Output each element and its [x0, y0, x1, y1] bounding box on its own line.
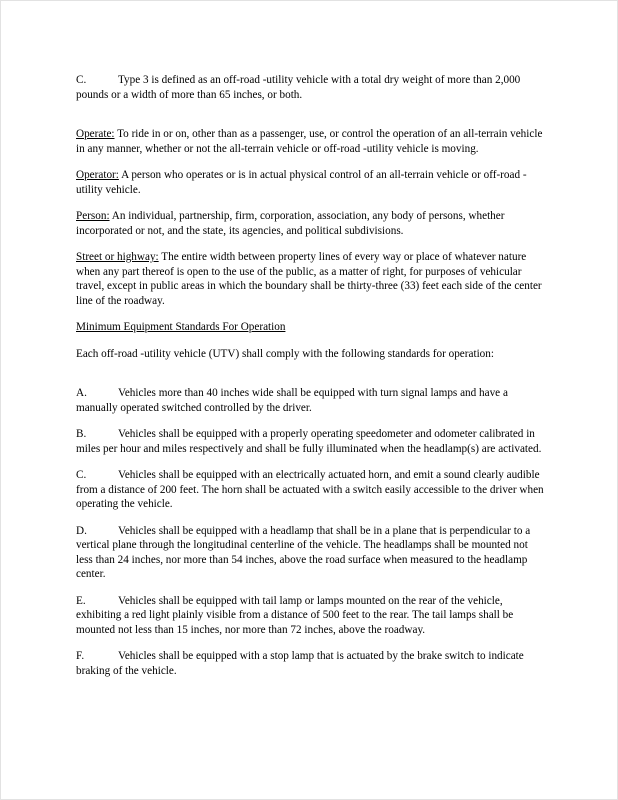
- item-text: Vehicles shall be equipped with a stop lamp that is actuated by the brake switch to indicate braking of the vehicle.: [76, 650, 524, 677]
- intro-paragraph: [76, 347, 545, 362]
- item-text: Vehicles more than 40 inches wide shall be equipped with turn signal lamps and have a manually operated switched controlled by the driver.: [76, 387, 508, 414]
- standard-item-e: [76, 594, 545, 638]
- standard-item-f: [76, 649, 545, 678]
- item-text: Vehicles shall be equipped with an electrically actuated horn, and emit a sound clearly audible from a distance of 200 feet. The horn shall be actuated with a switch easily accessible to the driver when operating the vehicle.: [76, 469, 544, 510]
- item-text: Type 3 is defined as an off-road -utility vehicle with a total dry weight of more than 2,000 pounds or a width of more than 65 inches, or both.: [76, 74, 521, 101]
- item-label: B.: [76, 428, 87, 440]
- item-label: D.: [76, 524, 87, 537]
- intro-text: Each off-road -utility vehicle (UTV) shall comply with the following standards for operation:: [76, 347, 494, 360]
- standard-item-d: [76, 524, 545, 582]
- item-label: F.: [76, 650, 85, 662]
- definition-person: [76, 209, 545, 238]
- item-text: Vehicles shall be equipped with a properly operating speedometer and odometer calibrated in miles per hour and miles respectively and shall be fully illuminated when the headlamp(s) are activated.: [76, 428, 542, 455]
- standard-item-c: [76, 468, 545, 512]
- definition-text: The entire width between property lines of every way or place of whatever nature when any part thereof is open to the use of the public, as a matter of right, for purposes of vehicular travel, except in public areas in which the boundary shall be thirty-three (33) feet each side of the center line of the roadway.: [76, 251, 542, 307]
- standard-item-a: [76, 386, 545, 415]
- item-label: C.: [76, 469, 87, 481]
- definition-text: An individual, partnership, firm, corporation, association, any body of persons, whether incorporated or not, and the state, its agencies, and political subdivisions.: [76, 210, 505, 237]
- item-label: C.: [76, 74, 87, 86]
- definition-term: Operator:: [76, 169, 119, 181]
- section-heading-row: [76, 320, 545, 335]
- definition-text: To ride in or on, other than as a passenger, use, or control the operation of an all-terrain vehicle in any manner, whether or not the all-terrain vehicle or off-road -utility vehicle is moving.: [76, 128, 543, 155]
- section-heading: Minimum Equipment Standards For Operation: [76, 321, 286, 333]
- definition-street-or-highway: [76, 250, 545, 308]
- standard-item-b: [76, 427, 545, 456]
- item-text: Vehicles shall be equipped with a headlamp that shall be in a plane that is perpendicular to a vertical plane through the longitudinal centerline of the vehicle. The headlamps shall be mounted not less than 24 inches, nor more than 54 inches, above the road surface when measured to the headlamp center.: [76, 524, 531, 580]
- definition-term: Street or highway:: [76, 251, 159, 263]
- definition-operate: [76, 127, 545, 156]
- item-label: E.: [76, 594, 86, 607]
- item-text: Vehicles shall be equipped with tail lamp or lamps mounted on the rear of the vehicle, exhibiting a red light plainly visible from a distance of 500 feet to the rear. The tail lamps shall be mounted not less than 15 inches, nor more than 72 inches, above the roadway.: [76, 594, 514, 636]
- definition-operator: [76, 168, 545, 197]
- definition-term: Person:: [76, 210, 110, 222]
- paragraph-type3-definition: [76, 73, 545, 102]
- definition-text: A person who operates or is in actual physical control of an all-terrain vehicle or off-road -utility vehicle.: [76, 169, 527, 196]
- definition-term: Operate:: [76, 128, 115, 140]
- item-label: A.: [76, 387, 87, 399]
